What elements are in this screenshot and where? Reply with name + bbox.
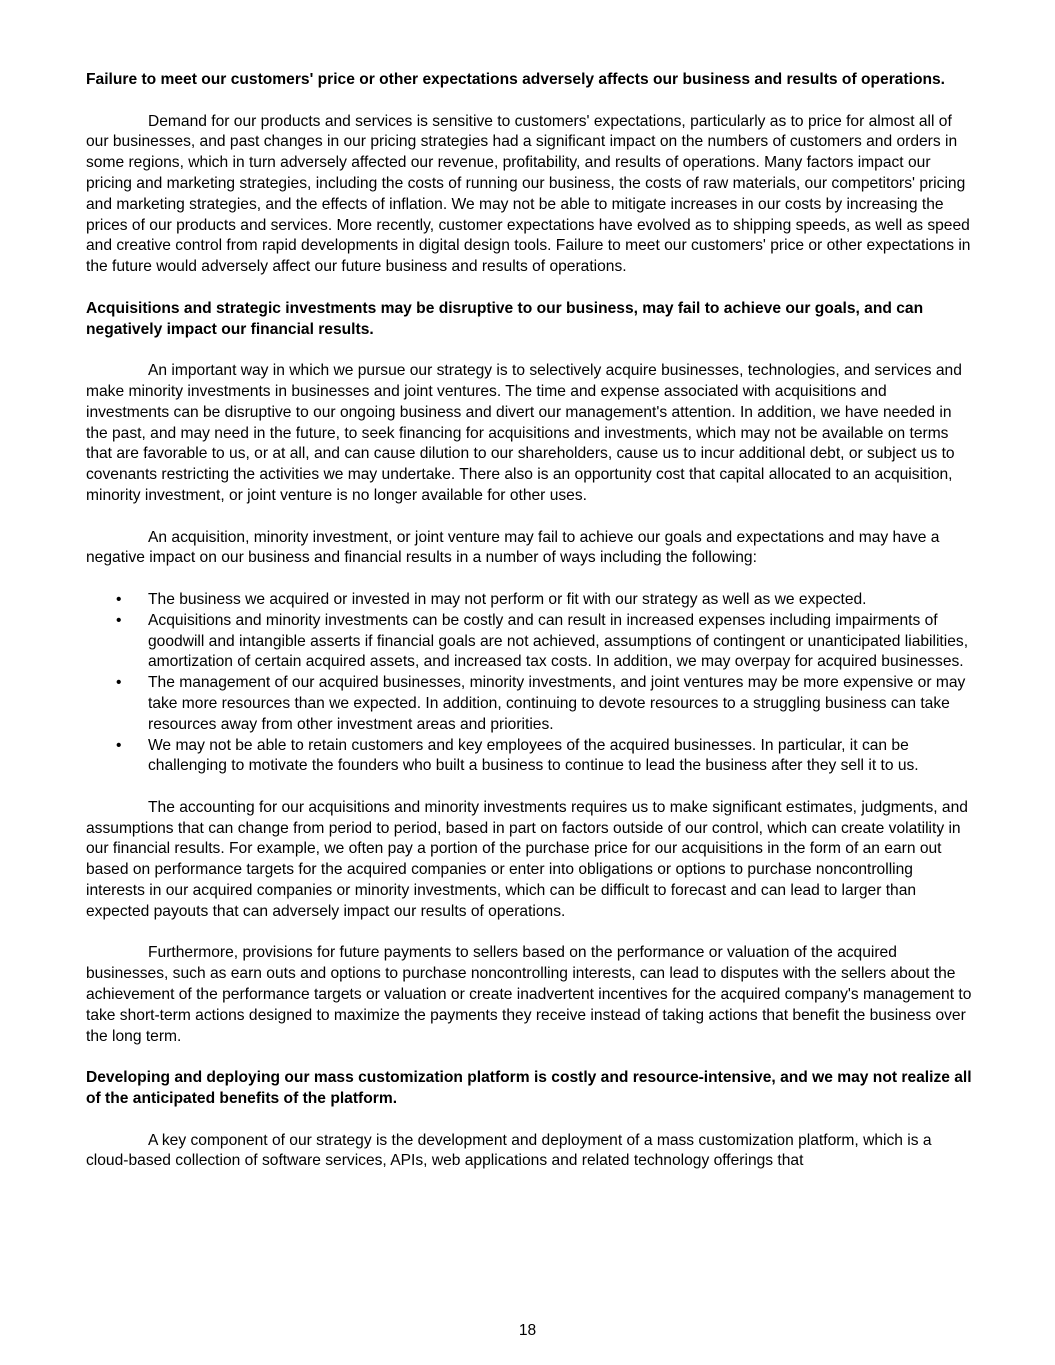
bullet-item [86,611,972,673]
section-mass-customization [86,1068,972,1172]
bullet-item [86,736,972,778]
section-heading: Failure to meet our customers' price or other expectations adversely affects our business and results of operations. [86,71,946,88]
bullet-text: We may not be able to retain customers and key employees of the acquired businesses. In particular, it can be challenging to motivate the founders who built a business to continue to lead the business after they sell it to us. [148,736,919,775]
section-acquisitions [86,299,972,1048]
bullet-text: The management of our acquired businesses, minority investments, and joint ventures may be more expensive or may take more resources than we expected. In addition, continuing to devote resources to a struggling business can take resources away from other investment areas and priorities. [148,674,966,733]
body-paragraph: The accounting for our acquisitions and minority investments requires us to make significant estimates, judgments, and assumptions that can change from period to period, based in part on factors outside of our control, which can create volatility in our financial results. For example, we often pay a portion of the purchase price for our acquisitions in the form of an earn out based on performance targets for the acquired companies or enter into obligations or options to purchase noncontrolling interests in our acquired companies or minority investments, which can be difficult to forecast and can lead to larger than expected payouts that can adversely impact our results of operations. [86,798,968,920]
bullet-item [86,590,972,611]
bullet-text: The business we acquired or invested in may not perform or fit with our strategy as well as we expected. [148,590,867,608]
bullet-item [86,673,972,735]
body-paragraph: A key component of our strategy is the development and deployment of a mass customization platform, which is a cloud-based collection of software services, APIs, web applications and related technology offerings that [86,1131,932,1170]
bullet-icon: • [116,736,122,754]
bullet-icon: • [116,590,122,608]
section-heading: Developing and deploying our mass customization platform is costly and resource-intensive, and we may not realize all of the anticipated benefits of the platform. [86,1069,972,1108]
section-price-expectations [86,70,972,278]
bullet-text: Acquisitions and minority investments can be costly and can result in increased expenses including impairments of goodwill and intangible asserts if financial goals are not achieved, assumptions of contingent or unanticipated liabilities, amortization of certain acquired assets, and increased tax costs. In addition, we may overpay for acquired businesses. [148,611,969,671]
risk-bullet-list [86,590,972,777]
body-paragraph: Furthermore, provisions for future payments to sellers based on the performance or valuation of the acquired businesses, such as earn outs and options to purchase noncontrolling interests, can lead to disputes with the sellers about the achievement of the performance targets or valuation or create inadvertent incentives for the acquired company's management to take short-term actions designed to maximize the payments they receive instead of taking actions that benefit the business over the long term. [86,944,972,1045]
document-page [86,70,972,1193]
body-paragraph: Demand for our products and services is sensitive to customers' expectations, particularly as to price for almost all of our businesses, and past changes in our pricing strategies had a significant impact on the numbers of customers and orders in some regions, which in turn adversely affected our revenue, profitability, and results of operations. Many factors impact our pricing and marketing strategies, including the costs of running our business, the costs of raw materials, our competitors' pricing and marketing strategies, and the effects of inflation. We may not be able to mitigate increases in our costs by increasing the prices of our products and services. More recently, customer expectations have evolved as to shipping speeds, as well as speed and creative control from rapid developments in digital design tools. Failure to meet our customers' price or other expectations in the future would adversely affect our future business and results of operations. [86,112,971,276]
body-paragraph: An acquisition, minority investment, or joint venture may fail to achieve our goals and expectations and may have a negative impact on our business and financial results in a number of ways including the following: [86,528,940,567]
bullet-icon: • [116,674,122,692]
section-heading: Acquisitions and strategic investments may be disruptive to our business, may fail to achieve our goals, and can negatively impact our financial results. [86,299,924,338]
page-number: 18 [518,1322,537,1339]
body-paragraph: An important way in which we pursue our strategy is to selectively acquire businesses, technologies, and services and make minority investments in businesses and joint ventures. The time and expense associated with acquisitions and investments can be disruptive to our ongoing business and divert our management's attention. In addition, we have needed in the past, and may need in the future, to seek financing for acquisitions and investments, which may not be available on terms that are favorable to us, or at all, and can cause dilution to our shareholders, cause us to incur additional debt, or subject us to covenants restricting the activities we may undertake. There also is an opportunity cost that capital allocated to an acquisition, minority investment, or joint venture is no longer available for other uses. [86,362,962,504]
bullet-icon: • [116,611,122,629]
